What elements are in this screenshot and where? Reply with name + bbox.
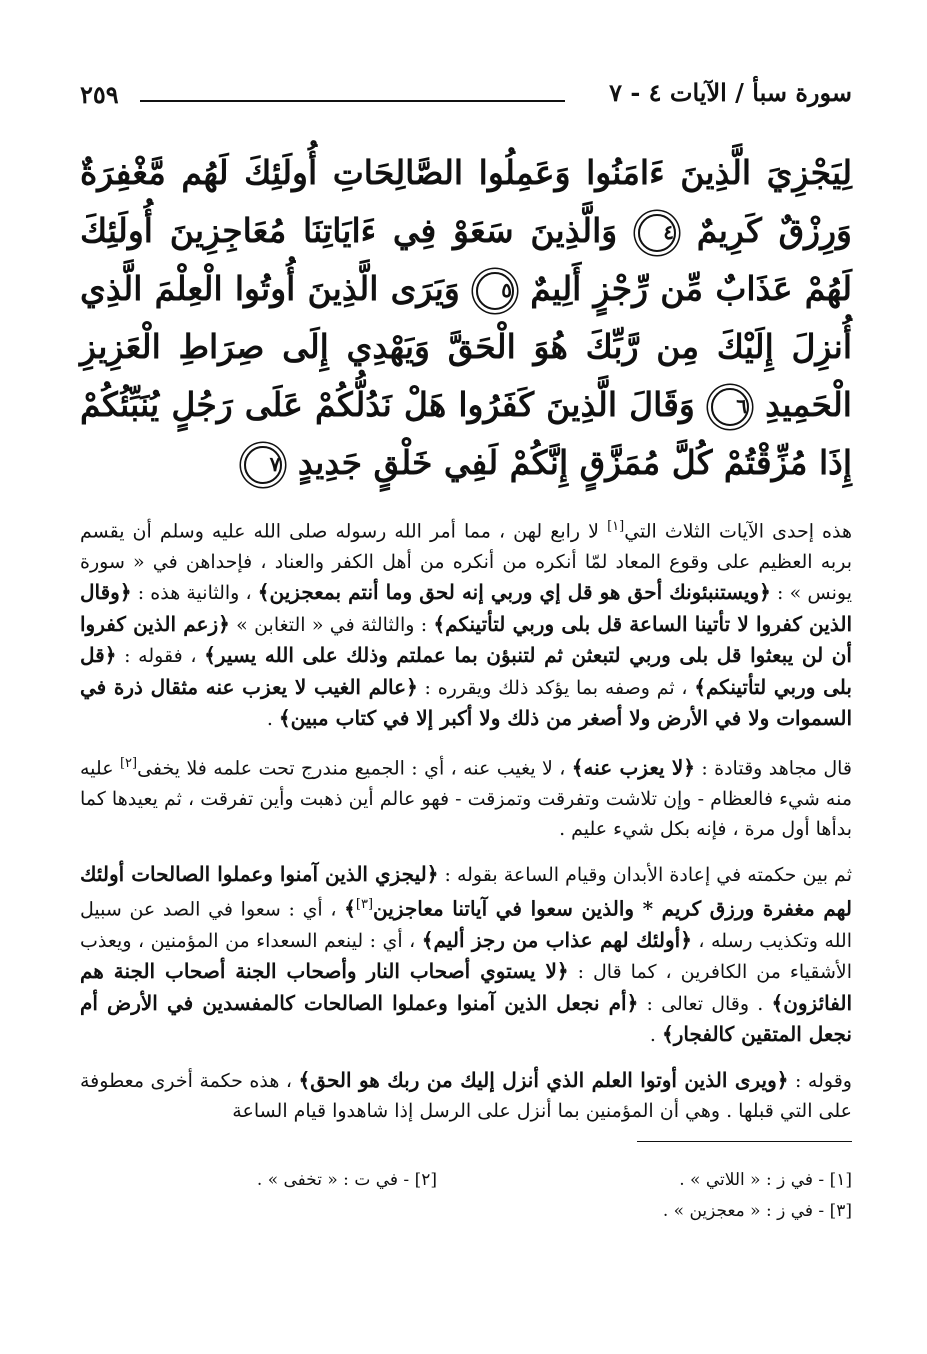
quote: ﴿عالم الغيب لا يعزب عنه مثقال ذرة في السموات ولا في الأرض ولا أصغر من ذلك ولا أكبر إلا في كتاب مبين﴾ <box>80 674 852 731</box>
footnote-ref-1[interactable]: [١] <box>607 519 625 534</box>
verse-6-text: وَيَرَى الَّذِينَ أُوتُوا الْعِلْمَ الَّذِي أُنزِلَ إِلَيْكَ مِن رَّبِّكَ هُوَ الْحَقَّ وَيَهْدِي إِلَى صِرَاطِ الْعَزِيزِ الْحَمِيدِ <box>80 269 852 424</box>
quote: ﴿وقال الذين كفروا لا تأتينا الساعة قل بلى وربي لتأتينكم﴾ <box>80 580 852 636</box>
footnote-rule <box>637 1141 852 1142</box>
text-run: هذه إحدى الآيات الثلاث التي <box>624 520 852 543</box>
text-run: . <box>649 1024 662 1047</box>
text-run: عليه منه شيء فالعظام - وإن تلاشت وتفرقت وتمزقت - فهو عالم أين ذهبت وأين تفرقت ، ثم يعيدها كما بدأها أول مرة ، فإنه بكل شيء عليم . <box>80 757 852 841</box>
header-rule <box>140 100 565 102</box>
ayah-marker-6: ٦ <box>711 388 749 426</box>
quote: ﴿قل بلى وربي لتأتينكم﴾ <box>80 643 852 699</box>
commentary-paragraph-1 <box>80 512 852 735</box>
text-run: ، هذه حكمة أخرى معطوفة على التي قبلها . وهي أن المؤمنين بما أنزل على الرسل إذا شاهدوا قيام الساعة <box>80 1069 852 1123</box>
text-run: ، لا يغيب عنه ، أي : الجميع مندرج تحت علمه فلا يخفى <box>137 757 572 780</box>
book-page <box>80 70 852 1235</box>
verse-7-text: وَقَالَ الَّذِينَ كَفَرُوا هَلْ نَدُلُّكُمْ عَلَى رَجُلٍ يُنَبِّئُكُمْ إِذَا مُزِّقْتُمْ كُلَّ مُمَزَّقٍ إِنَّكُمْ لَفِي خَلْقٍ جَدِيدٍ <box>80 385 852 482</box>
text-run: . وقال تعالى : <box>638 992 772 1015</box>
footnote-1: [١] - في ز : « اللاتي » . <box>679 1169 852 1190</box>
text-run: قال مجاهد وقتادة : <box>694 757 852 780</box>
verse-4-text: لِيَجْزِيَ الَّذِينَ ءَامَنُوا وَعَمِلُوا الصَّالِحَاتِ أُولَئِكَ لَهُم مَّغْفِرَةٌ وَرِزْقٌ كَرِيمٌ <box>80 153 852 250</box>
quote: ﴿لا يعزب عنه﴾ <box>571 755 695 780</box>
footnote-ref-2[interactable]: [٢] <box>119 755 138 771</box>
text-run: ، فقوله : <box>116 645 205 668</box>
quran-verses <box>80 144 852 492</box>
commentary-paragraph-2 <box>80 749 852 845</box>
commentary <box>80 512 852 1127</box>
page-header <box>80 70 852 114</box>
footnotes <box>80 1165 852 1235</box>
footnote-2: [٢] - في ت : « تخفى » . <box>256 1169 437 1190</box>
text-run: لا رابع لهن ، مما أمر الله رسوله صلى الله عليه وسلم أن يقسم بربه العظيم على وقوع المعاد لمّا أنكره من أنكره من أهل الكفر والعناد ، فإحداهن في « سورة يونس » : <box>80 520 853 605</box>
running-title: سورة سبأ / الآيات ٤ - ٧ <box>609 78 852 107</box>
text-run: ، والثانية هذه : <box>131 582 258 605</box>
quote: ﴿ليجزي الذين آمنوا وعملوا الصالحات أولئك لهم مغفرة ورزق كريم * والذين سعوا في آياتنا معاجزين <box>80 861 852 921</box>
text-run: : والثالثة في « التغابن » <box>229 613 434 636</box>
footnote-separator <box>80 1141 852 1155</box>
text-run: وقوله : <box>788 1069 852 1092</box>
verse-5-text: وَالَّذِينَ سَعَوْ فِي ءَايَاتِنَا مُعَاجِزِينَ أُولَئِكَ لَهُمْ عَذَابٌ مِّن رِّجْزٍ أَلِيمٌ <box>80 211 852 308</box>
quote: ﴿ويرى الذين أوتوا العلم الذي أنزل إليك من ربك هو الحق﴾ <box>298 1067 789 1092</box>
text-run: ، أي : لينعم السعداء من المؤمنين ، ويعذب الأشقياء من الكافرين ، كما قال : <box>80 929 853 984</box>
commentary-paragraph-3 <box>80 859 852 1051</box>
quote: ﴿ويستنبئونك أحق هو قل إي وربي إنه لحق وما أنتم بمعجزين﴾ <box>257 580 771 605</box>
ayah-marker-5: ٥ <box>476 272 514 310</box>
text-run: ، أي : سعوا في الصد عن سبيل الله وتكذيب رسله ، <box>80 898 853 952</box>
text-run: ثم بين حكمته في إعادة الأبدان وقيام الساعة بقوله : <box>438 863 852 886</box>
text-run: ، ثم وصفه بما يؤكد ذلك ويقرره : <box>417 676 695 699</box>
ayah-marker-7: ٧ <box>244 446 282 484</box>
page-number: ٢٥٩ <box>80 80 119 109</box>
quote: ﴿أولئك لهم عذاب من رجز أليم﴾ <box>421 927 692 952</box>
quote: ﴿أم نجعل الذين آمنوا وعملوا الصالحات كالمفسدين في الأرض أم نجعل المتقين كالفجار﴾ <box>80 990 852 1047</box>
ayah-marker-4: ٤ <box>638 214 676 252</box>
text-run: . <box>266 708 279 731</box>
commentary-paragraph-4 <box>80 1065 852 1127</box>
quote-end: ﴾ <box>344 896 356 921</box>
footnote-ref-3[interactable]: [٣] <box>355 897 374 913</box>
footnote-3: [٣] - في ز : « معجزين » . <box>662 1200 852 1221</box>
quote: ﴿لا يستوي أصحاب النار وأصحاب الجنة أصحاب الجنة هم الفائزون﴾ <box>80 959 853 1015</box>
quote: ﴿زعم الذين كفروا أن لن يبعثوا قل بلى وربي لتبعثن ثم لتنبؤن بما عملتم وذلك على الله يسير﴾ <box>80 611 852 668</box>
